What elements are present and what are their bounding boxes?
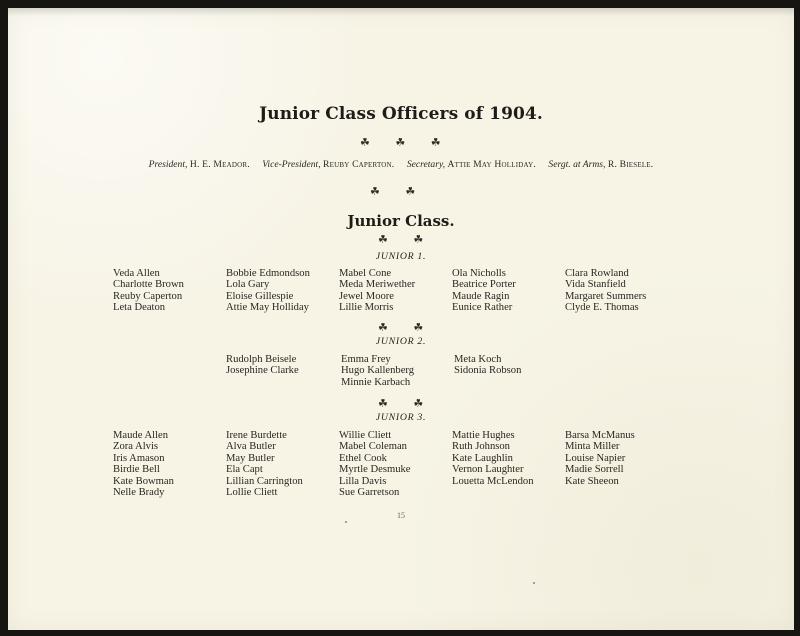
student-name: Ola Nicholls <box>452 268 506 279</box>
officer-name: Attie May Holliday. <box>447 159 536 170</box>
officer-sergeant-at-arms <box>548 159 653 170</box>
student-name: Sue Garretson <box>339 486 400 498</box>
student-name: Clara Rowland <box>565 268 629 279</box>
student-name: Lollie Cliett <box>226 486 278 498</box>
student-name: Charlotte Brown <box>113 279 184 291</box>
student-name: Eunice Rather <box>452 302 513 314</box>
section-ornament: ☘ ☘ <box>370 185 427 198</box>
officer-name: R. Biesele. <box>607 159 654 170</box>
officer-secretary <box>407 159 536 170</box>
student-name: Eloise Gillespie <box>226 290 294 302</box>
student-name: Clyde E. Thomas <box>565 302 639 314</box>
student-name: May Butler <box>226 452 275 464</box>
student-name: Lola Gary <box>226 279 270 291</box>
class-title: Junior Class. <box>347 212 455 230</box>
officers-line <box>8 159 794 170</box>
student-name: Hugo Kallenberg <box>341 365 415 377</box>
student-name: Lilla Davis <box>339 475 387 487</box>
junior2-column-2 <box>341 354 414 388</box>
student-name: Alva Butler <box>226 441 276 453</box>
junior3-ornament: ☘ ☘ <box>378 397 435 410</box>
junior1-column-1 <box>113 268 184 314</box>
student-name: Lillian Carrington <box>226 475 303 487</box>
officer-vice-president <box>262 159 394 170</box>
paper-speck <box>345 521 347 523</box>
student-name: Maude Ragin <box>452 290 510 302</box>
student-name: Barsa McManus <box>565 430 635 441</box>
student-name: Sidonia Robson <box>454 365 522 377</box>
officer-role: President, <box>148 159 188 170</box>
officer-name: H. E. Meador. <box>189 159 250 170</box>
student-name: Leta Deaton <box>113 302 166 314</box>
document-page <box>8 8 794 630</box>
student-name: Rudolph Beisele <box>226 354 297 365</box>
officer-role: Sergt. at Arms, <box>548 159 606 170</box>
student-name: Lillie Morris <box>339 302 394 314</box>
student-name: Beatrice Porter <box>452 279 516 291</box>
student-name: Ethel Cook <box>339 452 387 464</box>
student-name: Birdie Bell <box>113 464 160 476</box>
student-name: Mabel Cone <box>339 268 392 279</box>
student-name: Zora Alvis <box>113 441 159 453</box>
student-name: Meta Koch <box>454 354 502 365</box>
junior3-column-3 <box>339 430 411 498</box>
student-name: Myrtle Desmuke <box>339 464 411 476</box>
officer-role: Secretary, <box>406 159 446 170</box>
student-name: Attie May Holliday <box>226 302 309 314</box>
junior1-column-3 <box>339 268 415 314</box>
student-name: Meda Meriwether <box>339 279 416 291</box>
student-name: Willie Cliett <box>339 430 392 441</box>
student-name: Jewel Moore <box>339 290 395 302</box>
title-ornament: ☘ ☘ ☘ <box>360 136 452 149</box>
junior3-column-5 <box>565 430 635 487</box>
student-name: Mabel Coleman <box>339 441 407 453</box>
student-name: Madie Sorrell <box>565 464 624 476</box>
student-name: Louise Napier <box>565 452 626 464</box>
student-name: Maude Allen <box>113 430 169 441</box>
student-name: Louetta McLendon <box>452 475 534 487</box>
student-name: Nelle Brady <box>113 486 165 498</box>
page-number: 15 <box>397 511 405 520</box>
student-name: Ela Capt <box>226 464 263 476</box>
section-heading-junior-2: JUNIOR 2. <box>375 336 427 347</box>
student-name: Kate Laughlin <box>452 452 513 464</box>
section-heading-junior-1: JUNIOR 1. <box>375 251 427 262</box>
junior1-column-4 <box>452 268 516 314</box>
officer-role: Vice-President, <box>262 159 321 170</box>
student-name: Vida Stanfield <box>565 279 626 291</box>
page-title: Junior Class Officers of 1904. <box>259 104 543 124</box>
student-name: Minnie Karbach <box>341 376 411 388</box>
junior1-column-2 <box>226 268 310 314</box>
student-name: Kate Sheeon <box>565 475 619 487</box>
junior2-column-1 <box>226 354 299 377</box>
junior2-column-3 <box>454 354 521 377</box>
student-name: Kate Bowman <box>113 475 174 487</box>
student-name: Minta Miller <box>565 441 620 453</box>
officer-name: Reuby Caperton. <box>323 159 395 170</box>
junior1-column-5 <box>565 268 646 314</box>
student-name: Veda Allen <box>113 268 160 279</box>
student-name: Mattie Hughes <box>452 430 515 441</box>
student-name: Emma Frey <box>341 354 391 365</box>
student-name: Vernon Laughter <box>452 464 524 476</box>
student-name: Irene Burdette <box>226 430 287 441</box>
student-name: Josephine Clarke <box>226 365 299 377</box>
junior2-ornament: ☘ ☘ <box>378 321 435 334</box>
paper-speck <box>533 582 535 584</box>
junior3-column-4 <box>452 430 534 487</box>
student-name: Margaret Summers <box>565 290 647 302</box>
student-name: Iris Amason <box>113 452 165 464</box>
class-ornament: ☘ ☘ <box>378 233 435 246</box>
student-name: Reuby Caperton <box>113 290 183 302</box>
student-name: Ruth Johnson <box>452 441 510 453</box>
junior3-column-2 <box>226 430 303 498</box>
officer-president <box>149 159 250 170</box>
junior3-column-1 <box>113 430 174 498</box>
section-heading-junior-3: JUNIOR 3. <box>375 412 427 423</box>
student-name: Bobbie Edmondson <box>226 268 310 279</box>
